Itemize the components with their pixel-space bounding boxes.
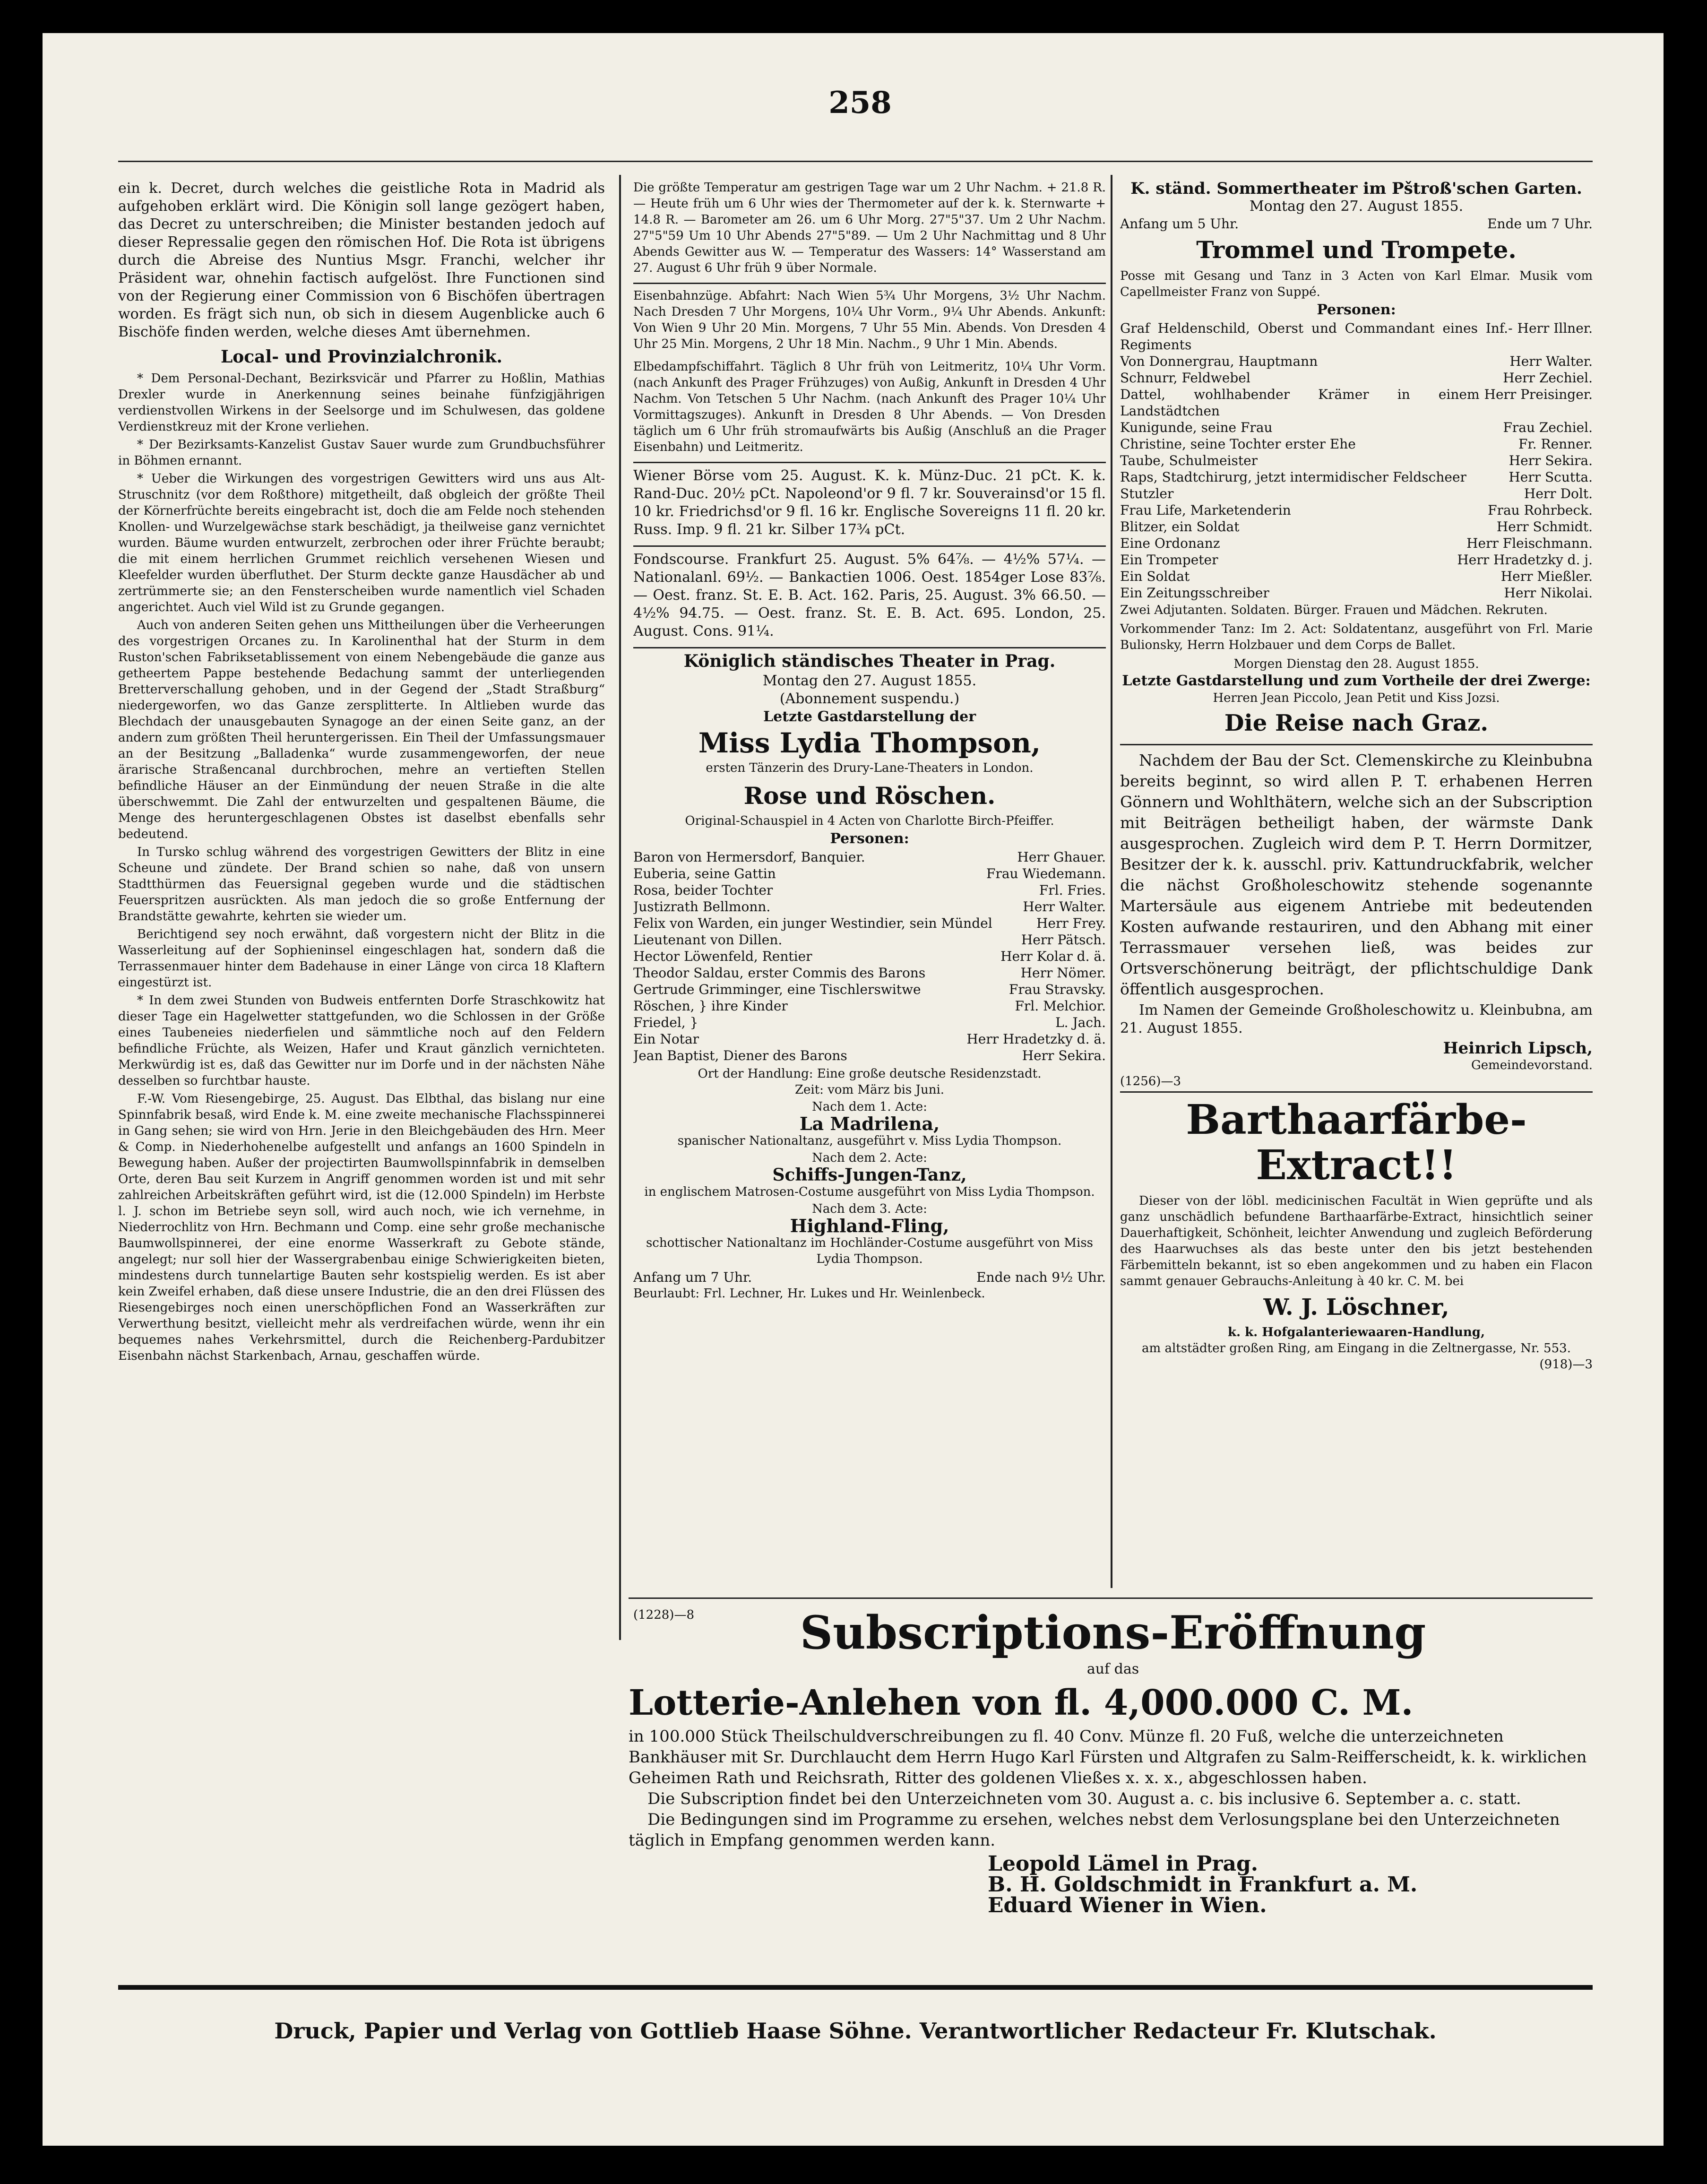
start-time: Anfang um 5 Uhr. [1120, 216, 1239, 232]
ad-shop: k. k. Hofgalanteriewaaren-Handlung, [1227, 1325, 1485, 1339]
cast-role: Theodor Saldau, erster Commis des Barons [633, 965, 926, 981]
act-note: Nach dem 1. Acte: [812, 1100, 927, 1114]
news-item: In Tursko schlug während des vorgestrigen Gewitters der Blitz in eine Scheune und zündete. Der Brand schien so nahe, daß von unsern Stadtthürmen das Feuersignal gegeben wurde und die städtischen Feuerspritzen ausrückten. Als man jedoch die so große Entfernung der Brandstätte gewahrte, kehrten sie wieder um. [118, 845, 605, 924]
cast-role: Friedel, } [633, 1015, 698, 1030]
cast-role: Dattel, wohlhabender Krämer in einem Landstädtchen [1120, 387, 1480, 419]
cast-role: Blitzer, ein Soldat [1120, 519, 1240, 535]
cast-role: Stutzler [1120, 486, 1174, 501]
cast-role: Rosa, beider Tochter [633, 882, 773, 898]
cast-row [1120, 370, 1593, 386]
ad-text: Dieser von der löbl. medicinischen Facultät in Wien geprüfte und als ganz unschädlich befundene Barthaarfärbe-Extract, hinsichtlich seiner Dauerhaftigkeit, Schönheit, leichter Anwendung und zugleich Beförderung des Haarwuchses als das beste unter den bis jetzt bestehenden Färbemitteln bekannt, ist so eben angekommen und zu haben ein Flacon sammt genauer Gebrauchs-Anleitung à 40 kr. C. M. bei [1120, 1194, 1593, 1288]
dance-note: Vorkommender Tanz: Im 2. Act: Soldatentanz, ausgeführt von Frl. Marie Bulionsky, Herrn Holzbauer und dem Corps de Ballet. [1120, 622, 1593, 652]
divider [1120, 744, 1593, 745]
cast-actor: Frau Stravsky. [1009, 982, 1106, 997]
cast-actor: Herr Walter. [1023, 899, 1106, 915]
cast-actor: Frau Rohrbeck. [1488, 502, 1593, 518]
play-subtitle: Original-Schauspiel in 4 Acten von Charlotte Birch-Pfeiffer. [685, 814, 1054, 828]
cast-role: Felix von Warden, ein junger Westindier, sein Mündel [633, 915, 992, 931]
cast-actor: Herr Pätsch. [1021, 932, 1106, 948]
cast-actor: Herr Ghauer. [1017, 849, 1106, 865]
loan-title: Lotterie-Anlehen von fl. 4,000.000 C. M. [629, 1683, 1414, 1723]
cast-actor: Herr Walter. [1509, 354, 1593, 369]
cast-role: Christine, seine Tochter erster Ehe [1120, 436, 1356, 452]
benefit-note: Letzte Gastdarstellung und zum Vortheile der drei Zwerge: [1122, 673, 1591, 689]
star-subtitle: ersten Tänzerin des Drury-Lane-Theaters in London. [706, 761, 1034, 775]
article-rota: ein k. Decret, durch welches die geistliche Rota in Madrid als aufgehoben erklärt wird. Die Königin soll lange gezögert haben, das Decret zu unterschreiben; die Minister bestanden jedoch auf dieser Repressalie gegen den römischen Hof. Die Rota ist übrigens durch die Abreise des Nuntius Msgr. Franchi, welcher ihr Präsident war, ohnehin factisch aufgelöst. Ihre Functionen sind von der Regierung einer Commission von 6 Bischöfen übertragen worden. Es frägt sich nun, ob sich in diesem Augenblicke auch 6 Bischöfe finden werden, welche dieses Amt übernehmen. [118, 180, 605, 340]
news-item: Auch von anderen Seiten gehen uns Mittheilungen über die Verheerungen des vorgestrigen Orcanes zu. In Karolinenthal hat der Sturm in dem Ruston'schen Fabriksetablissement von einem Nebengebäude die ganze aus getheertem Pappe bestehende Bedachung sammt der unterliegenden Bretterverschallung gehoben, und in der Gegend der „Stadt Straßburg“ niedergeworfen, wo das Ganze zersplitterte. In Altlieben wurde das Blechdach der unausgebauten Synagoge an der einen Seite ganz, an der andern zum größten Theil heruntergerissen. Ein Theil der Umfassungsmauer an der Besitzung „Balladenka“ wurde zusammengeworfen, der neue ärarische Straßencanal durchbrochen, mehre an vertieften Stellen befindliche Häuser an der Einmündung der neuen Straße in die alte überschwemmt. Die Zahl der entwurzelten und gespaltenen Bäume, die Menge des heruntergeschlagenen Obstes ist daselbst ebenfalls sehr bedeutend. [118, 618, 605, 841]
cast-row [633, 965, 1106, 981]
ad-reference: (1256)—3 [1120, 1074, 1181, 1088]
theater-name: Königlich ständisches Theater in Prag. [683, 651, 1056, 671]
play-title: Trommel und Trompete. [1196, 236, 1517, 264]
performance-date: Montag den 27. August 1855. [1249, 198, 1464, 215]
banner-reference: (1228)—8 [633, 1608, 694, 1622]
cast-row [633, 1047, 1106, 1064]
dance-description: spanischer Nationaltanz, ausgeführt v. Miss Lydia Thompson. [677, 1134, 1062, 1148]
news-item: * In dem zwei Stunden von Budweis entfernten Dorfe Straschkowitz hat dieser Tage ein Hagelwetter stattgefunden, wo die Schlossen in der Größe eines Taubeneies niederfielen und sämmtliche noch auf den Feldern befindliche Früchte, als Weizen, Hafer und Kraut gänzlich vernichteten. Merkwürdig ist es, daß das Gewitter nur im Dorfe und in der nächsten Nähe desselben so furchtbar hauste. [118, 993, 605, 1088]
news-item: * Dem Personal-Dechant, Bezirksvicär und Pfarrer zu Hoßlin, Mathias Drexler wurde in Anerkennung seines beinahe fünfzigjährigen verdienstvollen Wirkens in der Seelsorge und im Schulwesen, das goldene Verdienstkreuz mit der Krone verliehen. [118, 371, 605, 434]
cast-row [1120, 502, 1593, 518]
news-item: * Der Bezirksamts-Kanzelist Gustav Sauer wurde zum Grundbuchsführer in Böhmen ernannt. [118, 438, 605, 468]
divider [1120, 1091, 1593, 1093]
act-note: Nach dem 3. Acte: [812, 1202, 927, 1216]
cast-role: Raps, Stadtchirurg, jetzt intermidischer Feldscheer [1120, 469, 1466, 485]
dance-title: Highland-Fling, [790, 1215, 949, 1236]
cast-actor: Frau Wiedemann. [986, 866, 1106, 881]
cast-list [633, 849, 1106, 1064]
cast-role: Justizrath Bellmonn. [633, 899, 771, 915]
vienna-exchange: Wiener Börse vom 25. August. K. k. Münz-Duc. 21 pCt. K. k. Rand-Duc. 20½ pCt. Napoleond'or 9 fl. 7 kr. Souverainsd'or 15 fl. 10 kr. Friedrichsd'or 9 fl. 16 kr. Englische Sovereigns 11 fl. 20 kr. Russ. Imp. 9 fl. 21 kr. Silber 17¾ pCt. [633, 467, 1106, 538]
cast-row [1120, 469, 1593, 485]
weather-report: Die größte Temperatur am gestrigen Tage war um 2 Uhr Nachm. + 21.8 R. — Heute früh um 6 Uhr wies der Thermometer auf der k. k. Sternwarte + 14.8 R. — Barometer am 26. um 6 Uhr Morg. 27"5"37. Um 2 Uhr Nachm. 27"5"59 Um 10 Uhr Abends 27"5"89. — Um 2 Uhr Nachmittag und 8 Uhr Abends Gewitter aus W. — Temperatur des Wassers: 14° Wasserstand am 27. August 6 Uhr früh 9 über Normale. [633, 181, 1106, 275]
guest-performance: Letzte Gastdarstellung der [763, 708, 976, 725]
cast-role: Ein Notar [633, 1031, 699, 1047]
column-divider [619, 175, 621, 1640]
cast-row [633, 915, 1106, 932]
cast-row [1120, 535, 1593, 552]
next-date: Morgen Dienstag den 28. August 1855. [1233, 657, 1479, 671]
abonnement-note: (Abonnement suspendu.) [779, 691, 960, 707]
cast-role: Hector Löwenfeld, Rentier [633, 949, 812, 964]
news-item: F.-W. Vom Riesengebirge, 25. August. Das Elbthal, das bislang nur eine Spinnfabrik besaß, wird Ende k. M. eine zweite mechanische Flachsspinnerei in Gang sehen; sie wird von Hrn. Jerie in den Bleichgebäuden des Hrn. Meer & Comp. in Niederhohenelbe aufgestellt und anfangs an 1600 Spindeln in Bewegung haben. Außer der projectirten Baumwollspinnfabrik in demselben Orte, deren Bau seit Kurzem in Angriff genommen worden ist und mit sehr zahlreichen Arbeitskräften geführt wird, ist die (12.000 Spindeln) im Herbste l. J. schon im Betriebe seyn soll, wird auch noch, wie ich vernehme, in Niederrochlitz von Hrn. Bechmann und Comp. eine sehr große mechanische Baumwollspinnerei, der eine enorme Wasserkraft zu Gebote stände, angelegt; nur soll hier der Wassergrabenbau einige Schwierigkeiten bieten, mindestens durch tunnelartige Bauten sehr kostspielig werden. Es ist aber kein Zweifel erhaben, daß diese unsere Industrie, die an den drei Flüssen des Riesengebirges noch einen unerschöpflichen Fond an Wasserkräften zur Verwerthung besitzt, vielleicht mehr als verdreifachen würde, wenn ihr ein bequemes nahes Verkehrsmittel, durch die Reichenberg-Pardubitzer Eisenbahn nächst Starkenbach, Arnau, geschaffen würde. [118, 1092, 605, 1363]
cast-row [633, 932, 1106, 948]
ad-reference: (918)—3 [1539, 1357, 1593, 1372]
cast-actor: Frl. Melchior. [1015, 998, 1106, 1014]
cast-actor: Herr Illner. [1517, 320, 1593, 336]
railway-schedule: Eisenbahnzüge. Abfahrt: Nach Wien 5¾ Uhr Morgens, 3½ Uhr Nachm. Nach Dresden 7 Uhr Morgens, 10¼ Uhr Vorm., 9¼ Uhr Abends. Ankunft: Von Wien 9 Uhr 20 Min. Morgens, 7 Uhr 55 Min. Abends. Von Dresden 4 Uhr 25 Min. Morgens, 2 Uhr 18 Min. Nachm., 9 Uhr 1 Min. Abends. [633, 289, 1106, 351]
header-rule [118, 161, 1593, 162]
cast-row [633, 882, 1106, 898]
cast-role: Euberia, seine Gattin [633, 866, 776, 881]
cast-row [633, 1014, 1106, 1031]
steamship-schedule: Elbedampfschiffahrt. Täglich 8 Uhr früh von Leitmeritz, 10¼ Uhr Vorm. (nach Ankunft des Prager Frühzuges) von Außig, Ankunft in Dresden 4 Uhr Nachm. Von Tetschen 5 Uhr Nachm. (nach Ankunft des Prager 10¼ Uhr Vormittagszuges). Ankunft in Dresden 8 Uhr Abends. — Von Dresden täglich um 6 Uhr früh stromaufwärts bis Außig (Anschluß an die Prager Eisenbahn) und Leitmeritz. [633, 360, 1106, 454]
dance-description: in englischem Matrosen-Costume ausgeführt von Miss Lydia Thompson. [644, 1185, 1095, 1199]
bank-name: Eduard Wiener in Wien. [988, 1893, 1267, 1917]
cast-actor: Herr Hradetzky d. ä. [966, 1031, 1106, 1047]
cast-row [633, 849, 1106, 865]
start-end-times [633, 1269, 1106, 1286]
notice-signature-line: Im Namen der Gemeinde Großholeschowitz u. Kleinbubna, am 21. August 1855. [1120, 1002, 1593, 1036]
divider [633, 283, 1106, 284]
footer-rule [118, 1985, 1593, 1990]
cast-role: Graf Heldenschild, Oberst und Commandant eines Inf.-Regiments [1120, 320, 1513, 353]
performers: Herren Jean Piccolo, Jean Petit und Kiss Jozsi. [1213, 691, 1500, 705]
cast-role: Baron von Hermersdorf, Banquier. [633, 849, 865, 865]
setting-place: Ort der Handlung: Eine große deutsche Residenzstadt. [698, 1067, 1042, 1081]
act-note: Nach dem 2. Acte: [812, 1151, 927, 1165]
church-thanks-notice: Nachdem der Bau der Sct. Clemenskirche zu Kleinbubna bereits beginnt, so wird allen P. T. erhabenen Herren Gönnern und Wohlthätern, welche sich an der Subscription mit Beiträgen betheiligt haben, der wärmste Dank ausgesprochen. Zugleich wird dem P. T. Herrn Dormitzer, Besitzer der k. k. ausschl. priv. Kattundruckfabrik, welcher die nächst Großholeschowitz stehende sogenannte Martersäule aus eigenem Antriebe mit bedeutenden Kosten aufwande restauriren, und den Abhang mit einer Terrassmauer versehen ließ, was beides zur Ortsverschönerung beiträgt, der pflichtschuldige Dank öffentlich ausgesprochen. [1120, 751, 1593, 998]
bank-name: B. H. Goldschmidt in Frankfurt a. M. [988, 1873, 1418, 1897]
cast-actor: Herr Frey. [1036, 915, 1106, 931]
ad-title: Barthaarfärbe-Extract!! [1186, 1096, 1527, 1189]
cast-role: Ein Trompeter [1120, 552, 1218, 568]
cast-actor: Herr Zechiel. [1503, 370, 1593, 386]
extras-note: Zwei Adjutanten. Soldaten. Bürger. Frauen und Mädchen. Rekruten. [1120, 603, 1548, 617]
subscription-banner [629, 1607, 1597, 1966]
cast-row [633, 948, 1106, 965]
bank-name: Leopold Lämel in Prag. [988, 1852, 1259, 1876]
star-name: Miss Lydia Thompson, [698, 727, 1041, 759]
cast-heading: Personen: [830, 830, 909, 847]
divider [633, 545, 1106, 547]
ad-seller: W. J. Löschner, [1263, 1294, 1449, 1321]
cast-row [633, 865, 1106, 882]
news-item: * Ueber die Wirkungen des vorgestrigen Gewitters wird uns aus Alt-Struschnitz (vor dem Roßthore) mitgetheilt, daß obgleich der größte Theil der Körnerfrüchte bereits eingebracht ist, doch die am Felde noch stehenden Knollen- und Wurzelgewächse stark beschädigt, ja theilweise ganz vernichtet wurden. Bäume wurden entwurzelt, zerbrochen oder ihrer Früchte beraubt; die mit einem herrlichen Grummet reichlich versehenen Wiesen und Kleefelder wurden überfluthet. Der Sturm deckte ganze Hausdächer ab und zertrümmerte sie; an den Fensterscheiben wurde namentlich viel Schaden angerichtet. Auch viel Wild ist zu Grunde gegangen. [118, 472, 605, 614]
cast-actor: Herr Fleischmann. [1466, 535, 1593, 551]
on-leave-note: Beurlaubt: Frl. Lechner, Hr. Lukes und Hr. Weinlenbeck. [633, 1286, 985, 1301]
banner-text: Die Subscription findet bei den Unterzeichneten vom 30. August a. c. bis inclusive 6. September a. c. statt. [647, 1789, 1521, 1808]
cast-row [1120, 585, 1593, 601]
cast-row [1120, 552, 1593, 568]
section-heading-local-chronicle: Local- und Provinzialchronik. [220, 347, 503, 367]
divider [633, 462, 1106, 463]
cast-actor: Herr Mießler. [1500, 569, 1593, 584]
start-time: Anfang um 7 Uhr. [633, 1269, 752, 1285]
cast-role: Eine Ordonanz [1120, 535, 1220, 551]
cast-heading: Personen: [1317, 302, 1396, 318]
cast-row [1120, 419, 1593, 436]
cast-actor: L. Jach. [1055, 1015, 1106, 1030]
page-number: 258 [828, 85, 892, 121]
play-title: Die Reise nach Graz. [1224, 710, 1489, 736]
cast-actor: Fr. Renner. [1518, 436, 1593, 452]
cast-row [633, 998, 1106, 1014]
cast-row [1120, 386, 1593, 419]
ad-address: am altstädter großen Ring, am Eingang in die Zeltnergasse, Nr. 553. [1142, 1341, 1571, 1355]
cast-row [633, 981, 1106, 998]
banner-title: Subscriptions-Eröffnung [800, 1607, 1426, 1659]
cast-actor: Herr Dolt. [1524, 486, 1593, 501]
cast-role: Kunigunde, seine Frau [1120, 420, 1273, 435]
cast-role: Jean Baptist, Diener des Barons [633, 1048, 847, 1063]
dance-title: La Madrilena, [799, 1113, 940, 1134]
cast-list [1120, 320, 1593, 601]
cast-actor: Herr Nömer. [1020, 965, 1106, 981]
cast-actor: Herr Nikolai. [1504, 585, 1593, 601]
cast-row [633, 898, 1106, 915]
cast-actor: Herr Schmidt. [1496, 519, 1593, 535]
news-item: Berichtigend sey noch erwähnt, daß vorgestern nicht der Blitz in die Wasserleitung auf der Sophieninsel eingeschlagen hat, sondern daß die Terrassenmauer hinter dem Badehause in einer Länge von circa 18 Klaftern eingestürzt ist. [118, 927, 605, 990]
signer-role: Gemeindevorstand. [1471, 1058, 1593, 1072]
dance-title: Schiffs-Jungen-Tanz, [772, 1165, 967, 1185]
play-title: Rose und Röschen. [743, 782, 996, 810]
cast-actor: Herr Sekira. [1509, 453, 1593, 468]
cast-actor: Herr Scutta. [1509, 469, 1593, 485]
divider [633, 647, 1106, 648]
cast-row [1120, 568, 1593, 585]
cast-actor: Herr Sekira. [1022, 1048, 1106, 1063]
cast-row [1120, 452, 1593, 469]
end-time: Ende nach 9½ Uhr. [976, 1269, 1106, 1285]
column-summer-theater [1120, 180, 1593, 1579]
cast-role: Lieutenant von Dillen. [633, 932, 783, 948]
cast-role: Ein Soldat [1120, 569, 1190, 584]
cast-role: Ein Zeitungsschreiber [1120, 585, 1269, 601]
play-subtitle: Posse mit Gesang und Tanz in 3 Acten von Karl Elmar. Musik vom Capellmeister Franz von Suppé. [1120, 269, 1593, 299]
column-info-theater [633, 180, 1106, 1579]
cast-role: Taube, Schulmeister [1120, 453, 1258, 468]
banner-rule [629, 1597, 1593, 1599]
end-time: Ende um 7 Uhr. [1487, 216, 1593, 232]
start-end-times [1120, 216, 1593, 232]
performance-date: Montag den 27. August 1855. [762, 673, 977, 689]
cast-actor: Herr Preisinger. [1484, 387, 1593, 402]
cast-role: Schnurr, Feldwebel [1120, 370, 1250, 386]
cast-row [1120, 485, 1593, 502]
setting-time: Zeit: vom März bis Juni. [794, 1083, 945, 1097]
banner-auf: auf das [1086, 1661, 1139, 1677]
column-divider [1111, 175, 1112, 1588]
cast-row [633, 1031, 1106, 1047]
banner-text: Die Bedingungen sind im Programme zu ersehen, welches nebst dem Verlosungsplane bei den Unterzeichneten täglich in Empfang genommen werden kann. [629, 1810, 1560, 1850]
dance-description: schottischer Nationaltanz im Hochländer-Costume ausgeführt von Miss Lydia Thompson. [646, 1236, 1094, 1266]
cast-role: Röschen, } ihre Kinder [633, 998, 788, 1014]
cast-row [1120, 518, 1593, 535]
signer-name: Heinrich Lipsch, [1443, 1039, 1593, 1058]
cast-row [1120, 320, 1593, 353]
fund-rates: Fondscourse. Frankfurt 25. August. 5% 64⅞. — 4½% 57¼. — Nationalanl. 69½. — Bankactien 1006. Oest. 1854ger Lose 83⅞. — Oest. franz. St. E. B. Act. 162. Paris, 25. August. 3% 66.50. — 4½% 94.75. — Oest. franz. St. E. B. Act. 695. London, 25. August. Cons. 91¼. [633, 551, 1106, 639]
cast-actor: Frau Zechiel. [1503, 420, 1593, 435]
cast-actor: Frl. Fries. [1039, 882, 1106, 898]
cast-role: Von Donnergrau, Hauptmann [1120, 354, 1318, 369]
banner-text: in 100.000 Stück Theilschuldverschreibungen zu fl. 40 Conv. Münze fl. 20 Fuß, welche die unterzeichneten Bankhäuser mit Sr. Durchlaucht dem Herrn Hugo Karl Fürsten und Altgrafen zu Salm-Reifferscheidt, k. k. wirklichen Geheimen Rath und Reichsrath, Ritter des goldenen Vließes x. x. x., abgeschlossen haben. [629, 1727, 1587, 1787]
cast-role: Frau Life, Marketenderin [1120, 502, 1291, 518]
imprint-footer: Druck, Papier und Verlag von Gottlieb Haase Söhne. Verantwortlicher Redacteur Fr. Klutschak. [274, 2018, 1437, 2044]
cast-actor: Herr Hradetzky d. j. [1457, 552, 1593, 568]
cast-row [1120, 436, 1593, 452]
theater-name: K. ständ. Sommertheater im Pštroß'schen Garten. [1130, 180, 1582, 198]
cast-actor: Herr Kolar d. ä. [1000, 949, 1106, 964]
cast-role: Gertrude Grimminger, eine Tischlerswitwe [633, 982, 921, 997]
cast-row [1120, 353, 1593, 370]
column-news [118, 180, 605, 1635]
